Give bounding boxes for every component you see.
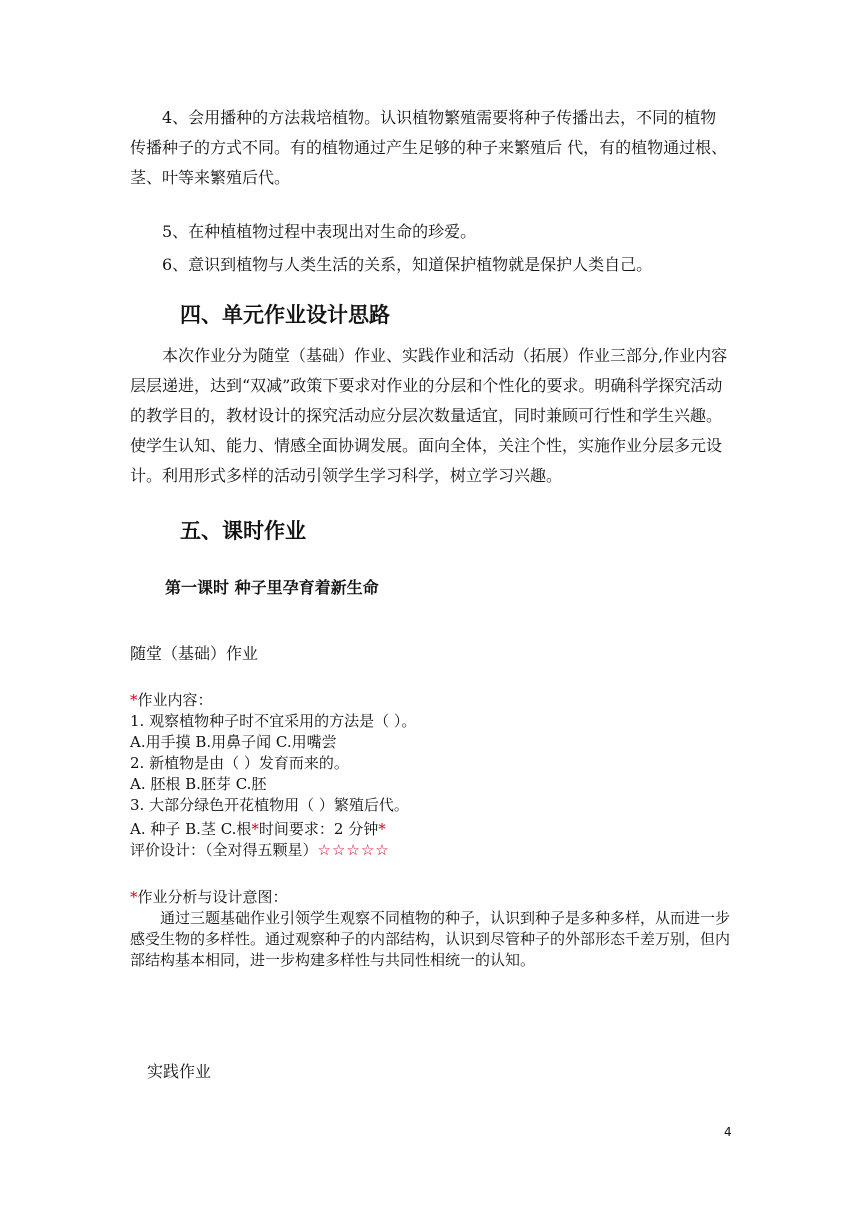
question-3-options-line bbox=[130, 819, 740, 840]
analysis-label-line bbox=[130, 887, 740, 908]
content-label: 作业内容： bbox=[137, 691, 213, 709]
analysis-label: 作业分析与设计意图： bbox=[137, 888, 288, 906]
asterisk-mark: * bbox=[130, 691, 138, 709]
content-label-line bbox=[130, 690, 740, 711]
question-2-options: A. 胚根 B.胚芽 C.胚 bbox=[130, 775, 267, 793]
question-2: 2. 新植物是由（ ）发育而来的。 bbox=[130, 754, 349, 772]
question-1-options: A.用手摸 B.用鼻子闻 C.用嘴尝 bbox=[130, 733, 337, 751]
section-4-heading: 四、单元作业设计思路 bbox=[180, 303, 390, 327]
analysis-body: 通过三题基础作业引领学生观察不同植物的种子，认识到种子是多种多样，从而进一步感受生物的多样性。通过观察种子的内部结构，认识到尽管种子的外部形态千差万别，但内部结构基本相同，进一步构建多样性与共同性相统一的认知。 bbox=[130, 909, 731, 969]
time-requirement: 时间要求：2 分钟 bbox=[258, 820, 379, 838]
question-3: 3. 大部分绿色开花植物用（ ）繁殖后代。 bbox=[130, 796, 409, 814]
question-1: 1. 观察植物种子时不宜采用的方法是（ ）。 bbox=[130, 712, 417, 730]
page-number: 4 bbox=[724, 1125, 732, 1139]
asterisk-mark: * bbox=[251, 820, 259, 838]
basic-homework-label: 随堂（基础）作业 bbox=[130, 644, 259, 663]
question-3-options: A. 种子 B.茎 C.根 bbox=[130, 820, 252, 838]
section-5-heading: 五、课时作业 bbox=[180, 519, 306, 543]
asterisk-mark: * bbox=[130, 888, 138, 906]
analysis-block bbox=[130, 887, 740, 971]
objective-6: 6、意识到植物与人类生活的关系，知道保护植物就是保护人类自己。 bbox=[162, 255, 653, 274]
asterisk-mark: * bbox=[378, 820, 386, 838]
evaluation-line bbox=[130, 840, 740, 861]
homework-content bbox=[130, 690, 740, 861]
practice-homework-label: 实践作业 bbox=[147, 1062, 212, 1081]
lesson-title: 第一课时 种子里孕育着新生命 bbox=[165, 578, 379, 597]
section-4-body: 本次作业分为随堂（基础）作业、实践作业和活动（拓展）作业三部分,作业内容层层递进，达到“双减”政策下要求对作业的分层和个性化的要求。明确科学探究活动的教学目的，教材设计的探究活动应分层次数量适宜，同时兼顾可行性和学生兴趣。使学生认知、能力、情感全面协调发展。面向全体，关注个性，实施作业分层多元设计。利用形式多样的活动引领学生学习科学，树立学习兴趣。 bbox=[130, 346, 728, 485]
star-rating: ☆☆☆☆☆ bbox=[317, 841, 390, 859]
objective-5: 5、在种植植物过程中表现出对生命的珍爱。 bbox=[162, 222, 477, 241]
evaluation-design: 评价设计：（全对得五颗星） bbox=[130, 841, 318, 859]
objective-4: 4、会用播种的方法栽培植物。认识植物繁殖需要将种子传播出去，不同的植物传播种子的方式不同。有的植物通过产生足够的种子来繁殖后 代，有的植物通过根、茎、叶等来繁殖后代。 bbox=[130, 108, 728, 187]
